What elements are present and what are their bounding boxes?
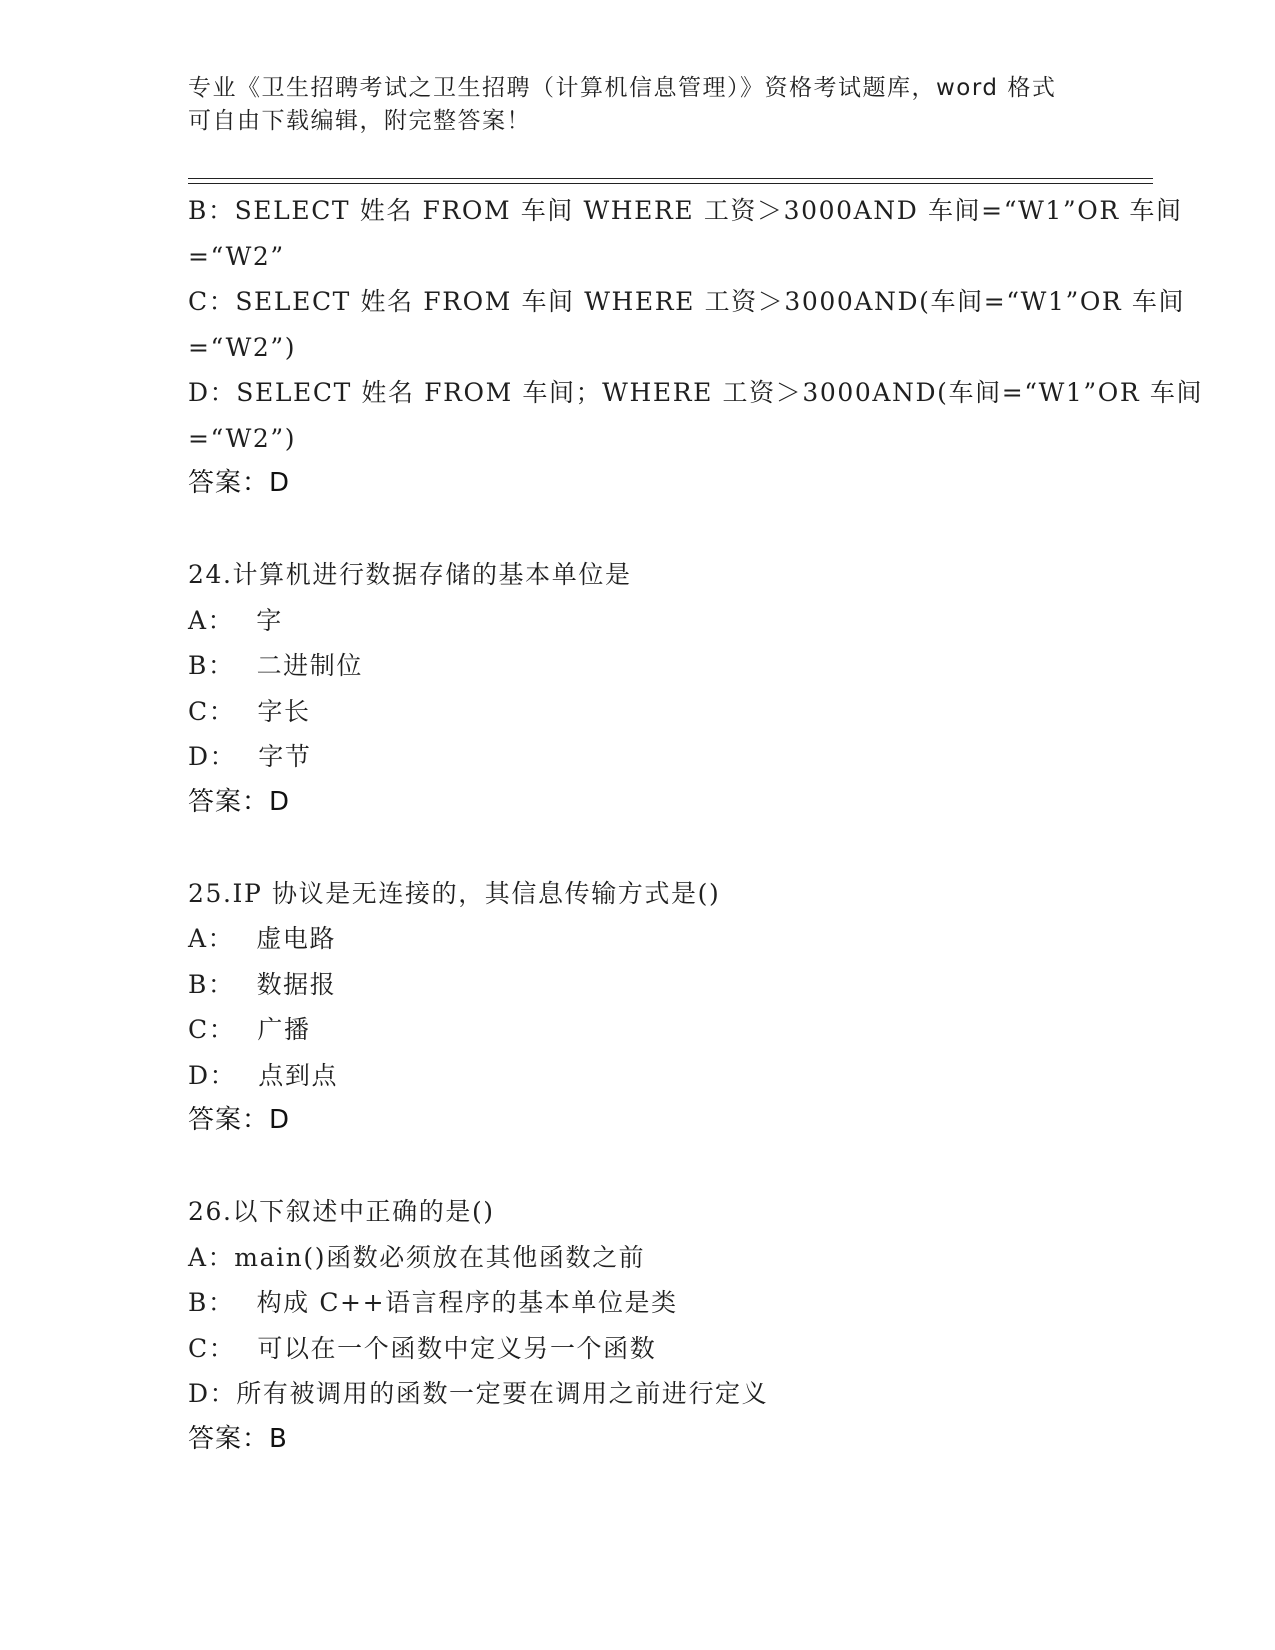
q26-option-c — [188, 1326, 1088, 1372]
spacer — [188, 825, 1088, 871]
header-divider-top — [188, 178, 1153, 179]
option-text: 构成 C++语言程序的基本单位是类 — [256, 1288, 678, 1317]
question-25 — [188, 871, 1088, 1144]
q23-option-c-line-1: C：SELECT 姓名 FROM 车间 WHERE 工资＞3000AND(车间=“W1”OR 车间 — [188, 287, 1186, 316]
header-divider-bottom — [188, 183, 1153, 184]
question-list — [188, 188, 1204, 1462]
option-text: 二进制位 — [256, 651, 363, 680]
option-text: 点到点 — [258, 1060, 339, 1090]
q24-stem: 24.计算机进行数据存储的基本单位是 — [188, 560, 632, 589]
q25-option-d — [188, 1053, 1088, 1099]
spacer — [188, 1144, 1088, 1190]
option-letter: B： — [188, 651, 235, 680]
option-text: main()函数必须放在其他函数之前 — [234, 1242, 646, 1272]
option-text: 虚电路 — [256, 924, 337, 953]
option-letter: C： — [188, 1333, 236, 1363]
q24-option-c — [188, 689, 1088, 735]
option-letter: A： — [188, 1242, 235, 1272]
q23-option-b-line-2: =“W2” — [188, 241, 285, 271]
q23-option-b-line-1: B：SELECT 姓名 FROM 车间 WHERE 工资＞3000AND 车间=“W1”OR 车间 — [188, 196, 1183, 225]
option-text: 字 — [256, 605, 283, 635]
option-letter: B： — [188, 969, 235, 999]
q26-option-a — [188, 1235, 1088, 1281]
q24-option-b — [188, 643, 1088, 689]
option-text: 字节 — [258, 742, 312, 771]
q25-option-c — [188, 1007, 1088, 1053]
q25-answer: 答案：D — [188, 1105, 291, 1135]
header-line-1: 专业《卫生招聘考试之卫生招聘（计算机信息管理）》资格考试题库，word 格式 — [188, 75, 1057, 101]
option-text: 所有被调用的函数一定要在调用之前进行定义 — [236, 1379, 769, 1408]
option-letter: A： — [188, 605, 235, 635]
option-text: 可以在一个函数中定义另一个函数 — [257, 1333, 657, 1363]
q23-option-d-line-2: =“W2”) — [188, 423, 297, 453]
option-text: 字长 — [257, 696, 311, 726]
option-letter: C： — [188, 696, 236, 726]
option-letter: B： — [188, 1288, 235, 1317]
spacer — [188, 507, 1088, 553]
option-text: 广播 — [257, 1015, 311, 1044]
q25-stem: 25.IP 协议是无连接的，其信息传输方式是() — [188, 878, 721, 908]
q26-option-d — [188, 1371, 1088, 1417]
document-header — [188, 72, 1088, 138]
q24-option-d — [188, 734, 1088, 780]
q24-answer: 答案：D — [188, 786, 291, 817]
q26-stem: 26.以下叙述中正确的是() — [188, 1197, 495, 1226]
q23-option-d-line-1: D：SELECT 姓名 FROM 车间；WHERE 工资＞3000AND(车间=“W1”OR 车间 — [188, 378, 1204, 407]
question-26 — [188, 1189, 1088, 1462]
option-letter: D： — [188, 1060, 237, 1090]
q23-answer: 答案：D — [188, 468, 291, 498]
option-text: 数据报 — [256, 969, 337, 999]
q24-option-a — [188, 598, 1088, 644]
option-letter: D： — [188, 1379, 237, 1408]
option-letter: D： — [188, 742, 237, 771]
q26-answer: 答案：B — [188, 1423, 288, 1454]
q26-option-b — [188, 1280, 1088, 1326]
option-letter: A： — [188, 924, 235, 953]
question-24 — [188, 552, 1088, 825]
option-letter: C： — [188, 1015, 236, 1044]
q25-option-a — [188, 916, 1088, 962]
q25-option-b — [188, 962, 1088, 1008]
q23-option-c-line-2: =“W2”) — [188, 332, 297, 362]
header-line-2: 可自由下载编辑，附完整答案！ — [188, 108, 531, 134]
question-23 — [188, 188, 1204, 507]
